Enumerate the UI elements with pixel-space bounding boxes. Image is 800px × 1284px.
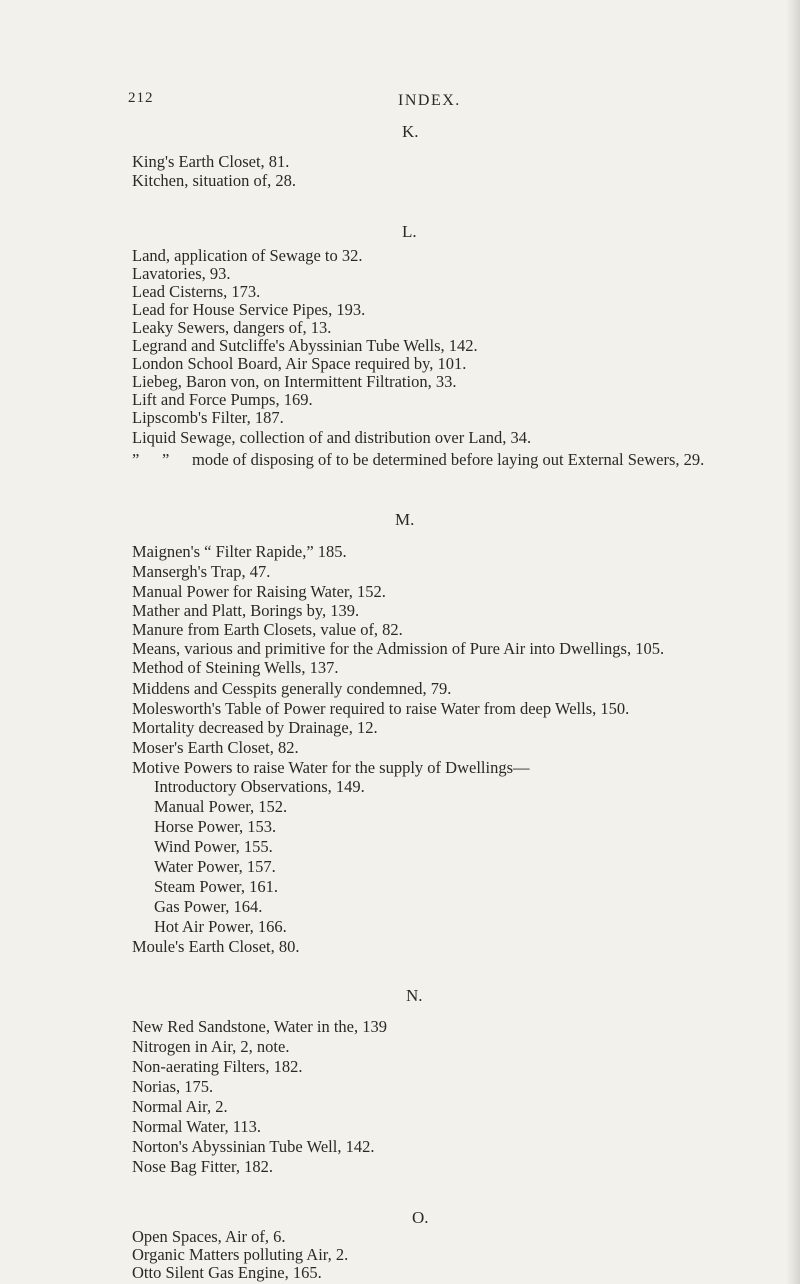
- page-number: 212: [128, 90, 154, 106]
- index-subentry: Gas Power, 164.: [154, 897, 263, 916]
- index-subentry: Water Power, 157.: [154, 857, 276, 876]
- running-title: INDEX.: [398, 92, 461, 109]
- index-subentry: Introductory Observations, 149.: [154, 777, 365, 796]
- index-entry: Kitchen, situation of, 28.: [132, 171, 297, 190]
- index-entry-text: mode of disposing of to be determined before laying out External Sewers, 29.: [192, 450, 705, 469]
- index-entry: London School Board, Air Space required by, 101.: [132, 354, 467, 373]
- index-subentry: Wind Power, 155.: [154, 837, 273, 856]
- index-entry: Liquid Sewage, collection of and distribution over Land, 34.: [132, 428, 532, 447]
- index-entry: New Red Sandstone, Water in the, 139: [132, 1017, 387, 1036]
- index-entry: Lift and Force Pumps, 169.: [132, 390, 313, 409]
- ditto-mark: ”: [162, 450, 170, 469]
- index-entry: Lavatories, 93.: [132, 264, 231, 283]
- index-entry: King's Earth Closet, 81.: [132, 152, 290, 171]
- index-entry: Normal Air, 2.: [132, 1097, 228, 1116]
- index-entry: Moule's Earth Closet, 80.: [132, 937, 300, 956]
- index-entry: Mather and Platt, Borings by, 139.: [132, 601, 360, 620]
- index-subentry: Horse Power, 153.: [154, 817, 277, 836]
- index-entry: Organic Matters polluting Air, 2.: [132, 1245, 349, 1264]
- index-entry: Lead for House Service Pipes, 193.: [132, 300, 366, 319]
- section-letter-k: K.: [402, 122, 419, 141]
- section-letter-o: O.: [412, 1208, 429, 1227]
- index-entry: Normal Water, 113.: [132, 1117, 262, 1136]
- page-edge-shadow: [786, 0, 800, 1284]
- index-entry: Nitrogen in Air, 2, note.: [132, 1037, 290, 1056]
- index-entry: Otto Silent Gas Engine, 165.: [132, 1263, 322, 1282]
- ditto-mark: ”: [132, 450, 140, 469]
- index-entry: Norias, 175.: [132, 1077, 214, 1096]
- index-entry: Liebeg, Baron von, on Intermittent Filtration, 33.: [132, 372, 457, 391]
- section-letter-m: M.: [395, 510, 415, 529]
- index-entry: Land, application of Sewage to 32.: [132, 246, 363, 265]
- section-letter-n: N.: [406, 986, 423, 1005]
- index-entry: Legrand and Sutcliffe's Abyssinian Tube Wells, 142.: [132, 336, 478, 355]
- index-entry: Motive Powers to raise Water for the supply of Dwellings—: [132, 758, 530, 777]
- index-entry: Lipscomb's Filter, 187.: [132, 408, 284, 427]
- index-entry: Mansergh's Trap, 47.: [132, 562, 271, 581]
- index-entry: Nose Bag Fitter, 182.: [132, 1157, 273, 1176]
- section-letter-l: L.: [402, 222, 417, 241]
- index-entry: Lead Cisterns, 173.: [132, 282, 261, 301]
- index-entry: Manual Power for Raising Water, 152.: [132, 582, 386, 601]
- index-entry: Moser's Earth Closet, 82.: [132, 738, 299, 757]
- index-entry-continued: [132, 450, 704, 470]
- index-entry: Means, various and primitive for the Admission of Pure Air into Dwellings, 105.: [132, 639, 665, 658]
- index-subentry: Hot Air Power, 166.: [154, 917, 287, 936]
- index-entry: Molesworth's Table of Power required to raise Water from deep Wells, 150.: [132, 699, 630, 718]
- index-entry: Middens and Cesspits generally condemned, 79.: [132, 679, 452, 698]
- index-entry: Leaky Sewers, dangers of, 13.: [132, 318, 332, 337]
- index-entry: Open Spaces, Air of, 6.: [132, 1227, 286, 1246]
- index-entry: Method of Steining Wells, 137.: [132, 658, 339, 677]
- index-entry: Maignen's “ Filter Rapide,” 185.: [132, 542, 347, 561]
- index-entry: Mortality decreased by Drainage, 12.: [132, 718, 378, 737]
- index-entry: Non-aerating Filters, 182.: [132, 1057, 303, 1076]
- index-entry: Norton's Abyssinian Tube Well, 142.: [132, 1137, 375, 1156]
- index-subentry: Manual Power, 152.: [154, 797, 288, 816]
- index-entry: Manure from Earth Closets, value of, 82.: [132, 620, 403, 639]
- index-subentry: Steam Power, 161.: [154, 877, 278, 896]
